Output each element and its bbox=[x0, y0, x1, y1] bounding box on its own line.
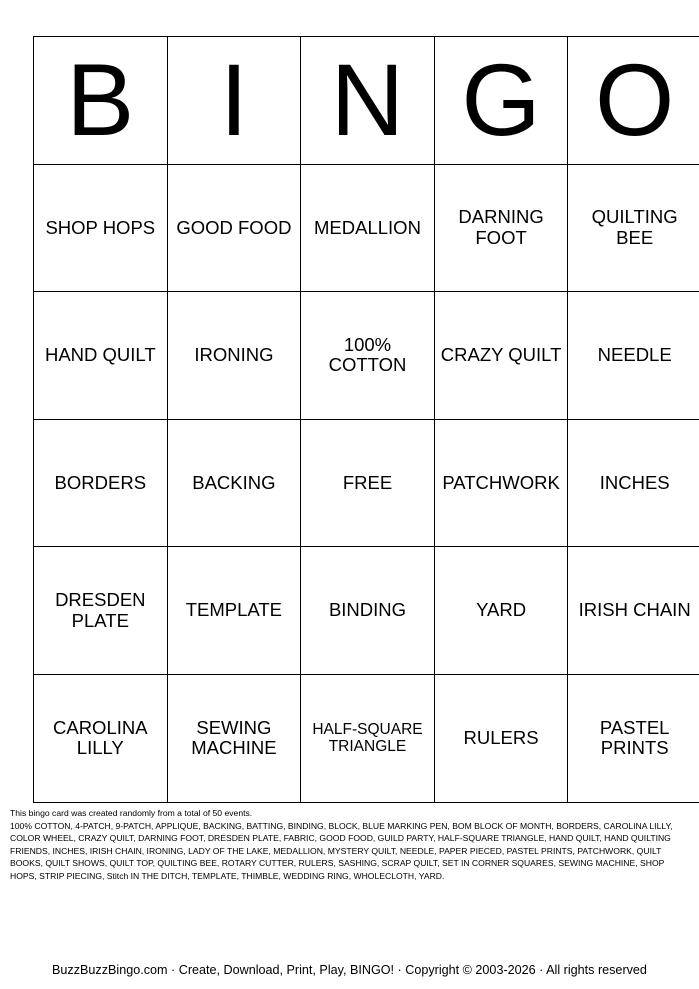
card-cell: MEDALLION bbox=[301, 164, 435, 292]
card-cell: QUILTING BEE bbox=[568, 164, 699, 292]
card-cell: HALF-SQUARE TRIANGLE bbox=[301, 674, 435, 802]
header-letter-b: B bbox=[34, 37, 168, 165]
card-row bbox=[34, 674, 699, 802]
card-cell: SEWING MACHINE bbox=[167, 674, 301, 802]
card-cell: HAND QUILT bbox=[34, 292, 168, 420]
card-row bbox=[34, 292, 699, 420]
bingo-card bbox=[33, 36, 699, 803]
card-cell: NEEDLE bbox=[568, 292, 699, 420]
header-row bbox=[34, 37, 699, 165]
card-row bbox=[34, 164, 699, 292]
card-cell: RULERS bbox=[434, 674, 568, 802]
card-cell: GOOD FOOD bbox=[167, 164, 301, 292]
card-cell: IRISH CHAIN bbox=[568, 547, 699, 675]
card-cell: SHOP HOPS bbox=[34, 164, 168, 292]
header-letter-n: N bbox=[301, 37, 435, 165]
card-cell: PATCHWORK bbox=[434, 419, 568, 547]
event-list-note bbox=[10, 807, 690, 883]
card-cell: BORDERS bbox=[34, 419, 168, 547]
card-cell: CRAZY QUILT bbox=[434, 292, 568, 420]
header-letter-o: O bbox=[568, 37, 699, 165]
card-row bbox=[34, 419, 699, 547]
card-cell: DRESDEN PLATE bbox=[34, 547, 168, 675]
card-cell: DARNING FOOT bbox=[434, 164, 568, 292]
card-row bbox=[34, 547, 699, 675]
header-letter-i: I bbox=[167, 37, 301, 165]
note-intro: This bingo card was created randomly from a total of 50 events. bbox=[10, 808, 253, 818]
page-footer: BuzzBuzzBingo.com · Create, Download, Print, Play, BINGO! · Copyright © 2003-2026 · All rights reserved bbox=[52, 963, 647, 977]
card-cell: CAROLINA LILLY bbox=[34, 674, 168, 802]
card-cell: 100% COTTON bbox=[301, 292, 435, 420]
card-cell: TEMPLATE bbox=[167, 547, 301, 675]
card-cell: INCHES bbox=[568, 419, 699, 547]
free-space-cell: FREE bbox=[301, 419, 435, 547]
card-cell: IRONING bbox=[167, 292, 301, 420]
card-cell: BINDING bbox=[301, 547, 435, 675]
card-cell: BACKING bbox=[167, 419, 301, 547]
header-letter-g: G bbox=[434, 37, 568, 165]
card-cell: YARD bbox=[434, 547, 568, 675]
note-events: 100% COTTON, 4-PATCH, 9-PATCH, APPLIQUE, BACKING, BATTING, BINDING, BLOCK, BLUE MARKING PEN, BOM BLOCK OF MONTH, BORDERS, CAROLINA LILLY, COLOR WHEEL, CRAZY QUILT, DARNING FOOT, DRESDEN PLATE, FABRIC, GOOD FOOD, GUILD PARTY, HALF-SQUARE TRIANGLE, HAND QUILT, HAND QUILTING FRIENDS, INCHES, IRISH CHAIN, IRONING, LADY OF THE LAKE, MEDALLION, MYSTERY QUILT, NEEDLE, PAPER PIECED, PASTEL PRINTS, PATCHWORK, QUILT BOOKS, QUILT SHOWS, QUILT TOP, QUILTING BEE, ROTARY CUTTER, RULERS, SASHING, SCRAP QUILT, SET IN CORNER SQUARES, SEWING MACHINE, SHOP HOPS, STRIP PIECING, Stitch IN THE DITCH, TEMPLATE, THIMBLE, WEDDING RING, WHOLECLOTH, YARD. bbox=[10, 820, 673, 881]
card-cell: PASTEL PRINTS bbox=[568, 674, 699, 802]
